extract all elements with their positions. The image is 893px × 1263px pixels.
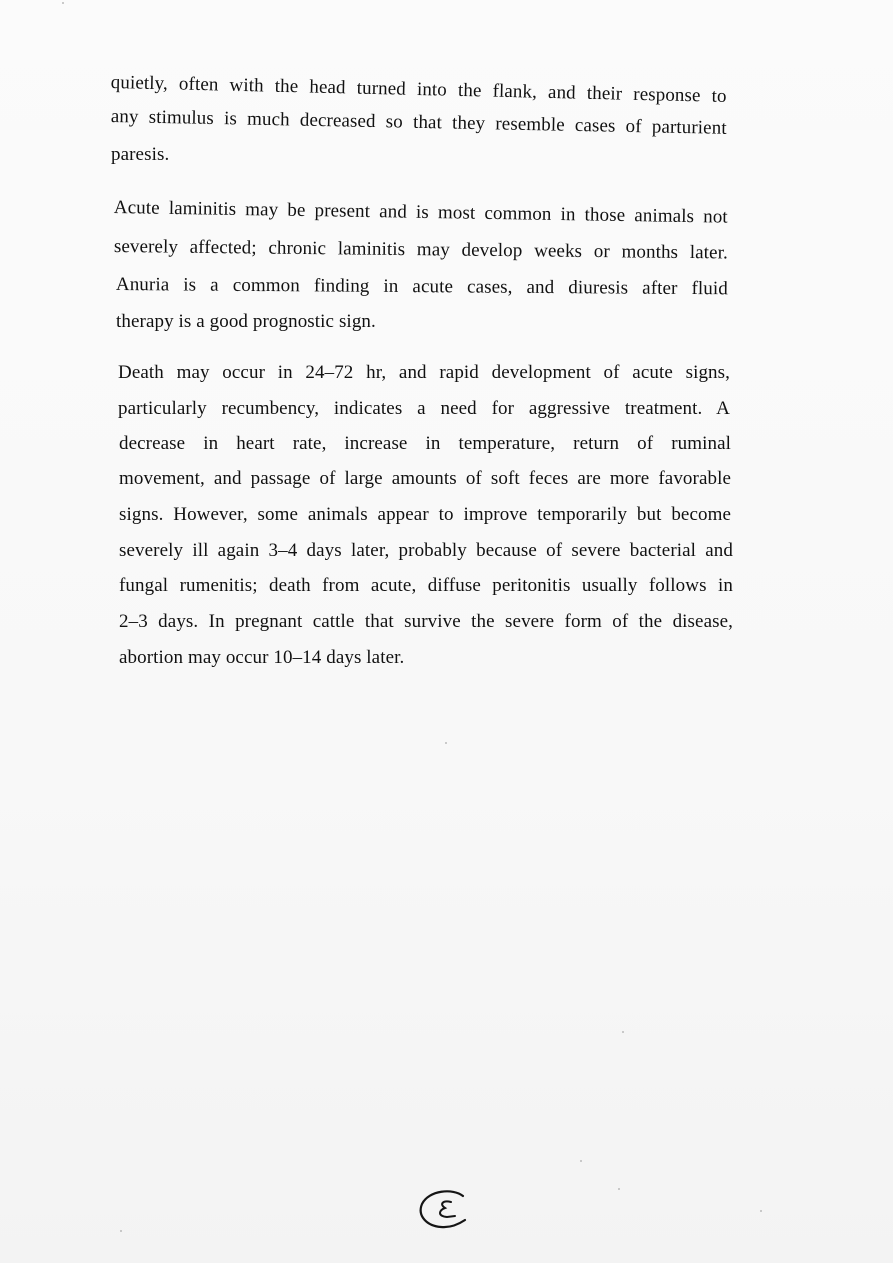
text-line: Death may occur in 24–72 hr, and rapid development of acute signs, [118, 362, 730, 383]
text-line: quietly, often with the head turned into the flank, and their response to [110, 72, 727, 107]
text-line: 2–3 days. In pregnant cattle that survive the severe form of the disease, [119, 611, 733, 632]
text-line: severely affected; chronic laminitis may develop weeks or months later. [113, 236, 728, 264]
text-line: paresis. [111, 144, 170, 165]
text-line: fungal rumenitis; death from acute, diffuse peritonitis usually follows in [119, 575, 733, 596]
scan-speck [120, 1230, 122, 1232]
text-line: particularly recumbency, indicates a need for aggressive treatment. A [118, 398, 730, 419]
text-line: severely ill again 3–4 days later, probably because of severe bacterial and [119, 540, 733, 561]
text-line: Acute laminitis may be present and is most common in those animals not [113, 197, 728, 228]
scan-speck [445, 742, 447, 744]
text-line: movement, and passage of large amounts of soft feces are more favorable [119, 468, 731, 489]
scan-speck [62, 2, 64, 4]
page-number-handwritten [417, 1186, 469, 1234]
text-line: therapy is a good prognostic sign. [116, 311, 376, 332]
scan-speck [760, 1210, 762, 1212]
scan-speck [580, 1160, 582, 1162]
text-line: decrease in heart rate, increase in temperature, return of ruminal [119, 433, 731, 454]
text-line: signs. However, some animals appear to improve temporarily but become [119, 504, 731, 525]
scan-speck [622, 1031, 624, 1033]
text-line: abortion may occur 10–14 days later. [119, 647, 405, 668]
text-line: Anuria is a common finding in acute cases, and diuresis after fluid [115, 274, 728, 300]
scan-speck [618, 1188, 620, 1190]
text-line: any stimulus is much decreased so that they resemble cases of parturient [110, 106, 727, 139]
